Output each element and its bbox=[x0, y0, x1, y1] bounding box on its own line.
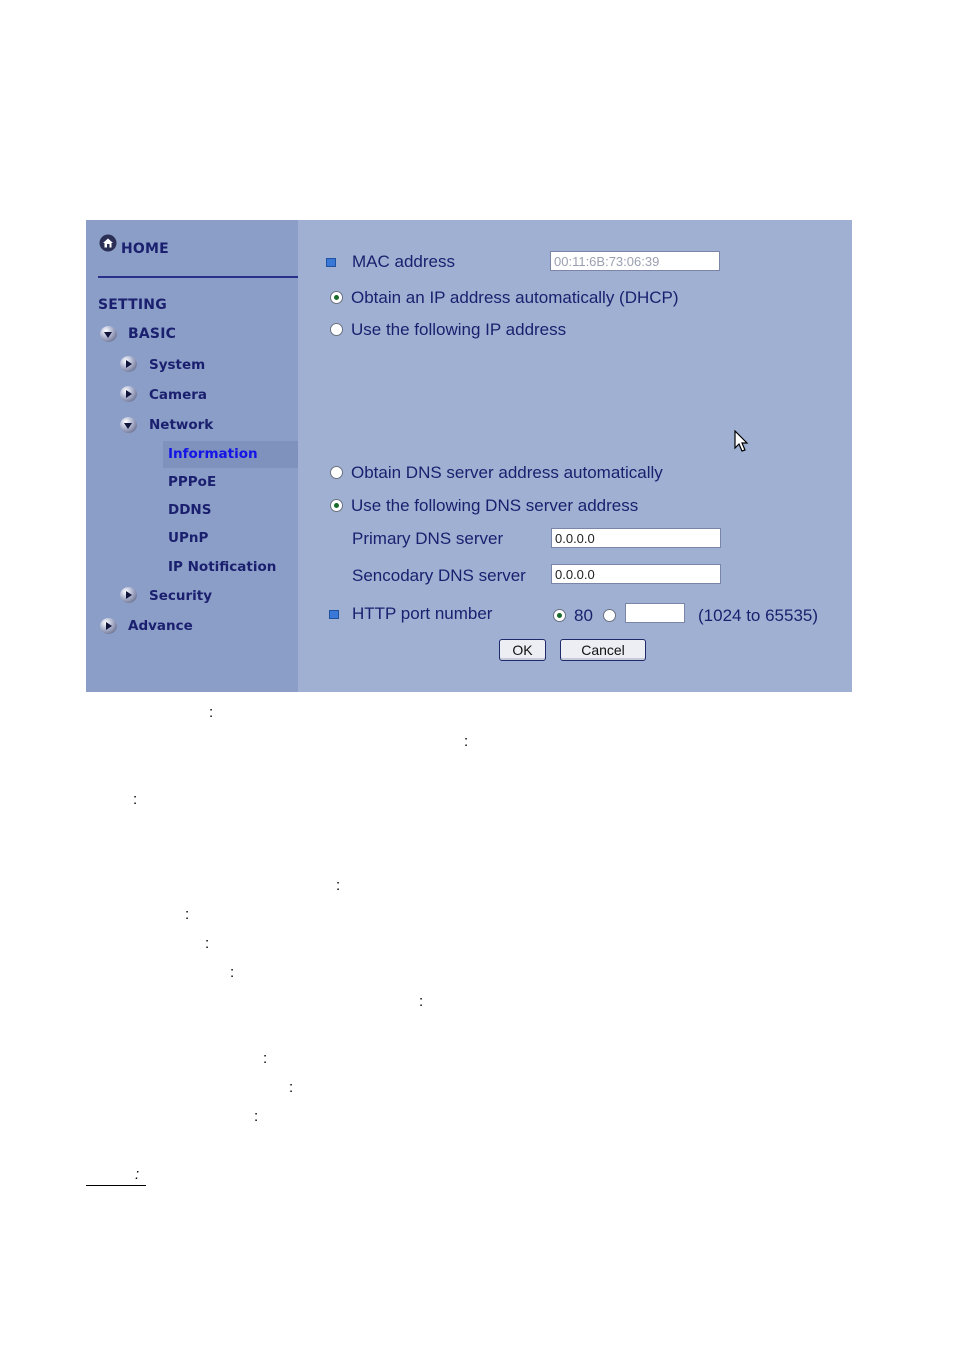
doc-colon: : bbox=[254, 1108, 259, 1125]
sidebar-item-upnp[interactable]: UPnP bbox=[168, 530, 209, 546]
sidebar-item-ip-notification[interactable]: IP Notification bbox=[168, 559, 277, 575]
note-underline bbox=[86, 1185, 146, 1186]
doc-colon: : bbox=[336, 877, 341, 894]
ok-button[interactable]: OK bbox=[499, 639, 546, 661]
primary-dns-input[interactable]: 0.0.0.0 bbox=[551, 528, 721, 548]
mac-address-label: MAC address bbox=[352, 252, 455, 271]
doc-colon: : bbox=[185, 906, 190, 923]
chevron-down-icon[interactable] bbox=[100, 326, 117, 342]
doc-colon: : bbox=[464, 733, 469, 750]
http-port-default-label: 80 bbox=[574, 606, 593, 625]
sidebar-item-home[interactable]: HOME bbox=[121, 241, 169, 257]
dns-manual-radio[interactable] bbox=[330, 499, 343, 512]
doc-colon: : bbox=[263, 1050, 268, 1067]
chevron-right-icon[interactable] bbox=[100, 618, 117, 634]
sidebar bbox=[86, 220, 298, 692]
network-settings-screenshot bbox=[86, 220, 852, 692]
dns-auto-label: Obtain DNS server address automatically bbox=[351, 463, 663, 482]
dhcp-label: Obtain an IP address automatically (DHCP) bbox=[351, 288, 679, 307]
chevron-right-icon[interactable] bbox=[120, 587, 137, 603]
mouse-cursor-icon bbox=[734, 430, 750, 454]
chevron-right-icon[interactable] bbox=[120, 356, 137, 372]
sidebar-item-camera[interactable]: Camera bbox=[149, 387, 208, 403]
sidebar-item-advance[interactable]: Advance bbox=[128, 618, 193, 634]
doc-colon: : bbox=[209, 704, 214, 721]
cancel-button[interactable]: Cancel bbox=[560, 639, 646, 661]
dns-manual-label: Use the following DNS server address bbox=[351, 496, 639, 515]
secondary-dns-input[interactable]: 0.0.0.0 bbox=[551, 564, 721, 584]
sidebar-item-security[interactable]: Security bbox=[149, 588, 213, 604]
http-port-custom-radio[interactable] bbox=[603, 609, 616, 622]
bullet-icon bbox=[329, 610, 339, 619]
doc-colon: : bbox=[289, 1079, 294, 1096]
sidebar-section-setting: SETTING bbox=[98, 297, 167, 313]
static-ip-radio[interactable] bbox=[330, 323, 343, 336]
home-icon bbox=[99, 234, 117, 252]
sidebar-item-basic[interactable]: BASIC bbox=[128, 326, 177, 342]
sidebar-item-system[interactable]: System bbox=[149, 357, 206, 373]
doc-colon: : bbox=[133, 791, 138, 808]
sidebar-divider bbox=[98, 276, 298, 278]
dns-auto-radio[interactable] bbox=[330, 466, 343, 479]
primary-dns-label: Primary DNS server bbox=[352, 529, 504, 548]
http-port-default-radio[interactable] bbox=[553, 609, 566, 622]
http-port-label: HTTP port number bbox=[352, 604, 493, 623]
sidebar-item-ddns[interactable]: DDNS bbox=[168, 502, 212, 518]
sidebar-item-information[interactable]: Information bbox=[168, 446, 258, 462]
mac-address-field: 00:11:6B:73:06:39 bbox=[550, 251, 720, 271]
chevron-right-icon[interactable] bbox=[120, 386, 137, 402]
doc-colon: : bbox=[419, 993, 424, 1010]
note-colon: : bbox=[135, 1166, 140, 1183]
sidebar-item-pppoe[interactable]: PPPoE bbox=[168, 474, 217, 490]
doc-colon: : bbox=[230, 964, 235, 981]
dhcp-radio[interactable] bbox=[330, 291, 343, 304]
secondary-dns-label: Sencodary DNS server bbox=[352, 566, 526, 585]
http-port-custom-input[interactable] bbox=[625, 603, 685, 623]
http-port-range-label: (1024 to 65535) bbox=[698, 606, 819, 625]
static-ip-label: Use the following IP address bbox=[351, 320, 567, 339]
bullet-icon bbox=[326, 258, 336, 267]
sidebar-item-network[interactable]: Network bbox=[149, 417, 214, 433]
doc-colon: : bbox=[205, 935, 210, 952]
chevron-down-icon[interactable] bbox=[120, 417, 137, 433]
